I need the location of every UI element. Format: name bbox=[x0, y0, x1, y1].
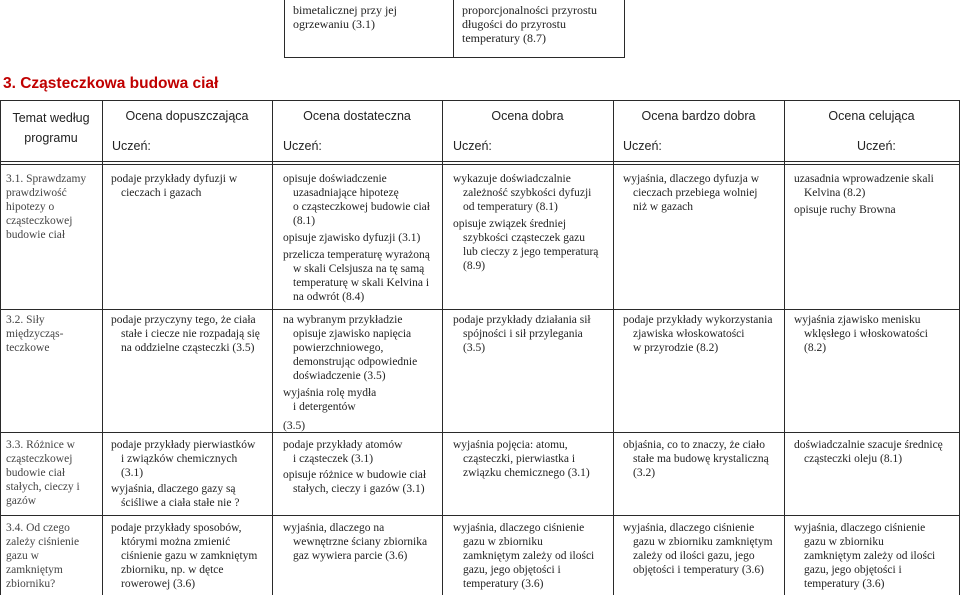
text-line: w przyrodzie (8.2) bbox=[633, 342, 719, 354]
text-line: 3.3. Różnice w bbox=[6, 439, 75, 451]
text-line: opisuje doświadczenie bbox=[283, 173, 387, 185]
text-line: wyjaśnia, dlaczego dyfuzja w bbox=[623, 173, 760, 185]
text-line: międzycząs- bbox=[6, 328, 64, 340]
header-grade-2: Ocena dostateczna bbox=[303, 109, 411, 123]
text-line: i związków chemicznych bbox=[121, 453, 238, 465]
grid-line bbox=[0, 164, 960, 165]
topic-cell bbox=[6, 172, 100, 242]
text-line: niż w gazach bbox=[633, 201, 694, 213]
requirement-cell bbox=[453, 172, 612, 273]
topic-cell bbox=[6, 313, 100, 355]
text-line: temperatury (3.6) bbox=[463, 578, 544, 590]
text-line: podaje przykłady dyfuzji w bbox=[111, 173, 238, 185]
text-line: na wybranym przykładzie bbox=[283, 314, 403, 326]
text-line: wykazuje doświadczalnie bbox=[453, 173, 571, 185]
grid-line bbox=[624, 0, 625, 58]
grid-line bbox=[453, 0, 454, 58]
text-line: podaje przykłady atomów bbox=[283, 439, 403, 451]
text-line: prawdziwość bbox=[6, 187, 67, 199]
text-line: opisuje ruchy Browna bbox=[794, 204, 896, 216]
text-line: wyjaśnia, dlaczego ciśnienie bbox=[794, 522, 926, 534]
text-line: budowie ciał bbox=[6, 467, 66, 479]
text-line: gazu w bbox=[6, 550, 39, 562]
text-line: objaśnia, co to znaczy, że ciało bbox=[623, 439, 765, 451]
text-line: doświadczenie (3.5) bbox=[293, 370, 386, 382]
grid-line bbox=[284, 0, 285, 58]
grid-line bbox=[0, 100, 1, 595]
text-line: i cząsteczek (3.1) bbox=[293, 453, 374, 465]
text-line: ciśnienie gazu w zamkniętym bbox=[121, 550, 258, 562]
requirement-cell bbox=[111, 172, 271, 200]
text-line: hipotezy o bbox=[6, 201, 55, 213]
text-line: proporcjonalności przyrostu bbox=[462, 3, 597, 17]
requirement-cell bbox=[794, 313, 958, 355]
requirement-cell bbox=[794, 438, 958, 466]
text-line: rowerowej (3.6) bbox=[121, 578, 196, 590]
grid-line bbox=[0, 515, 960, 516]
text-line: wyjaśnia, dlaczego ciśnienie bbox=[623, 522, 755, 534]
text-line: (8.9) bbox=[463, 260, 486, 272]
text-line: (8.1) bbox=[293, 215, 316, 227]
text-line: zamkniętym zależy od ilości bbox=[463, 550, 595, 562]
topic-cell bbox=[6, 521, 100, 591]
text-line: cząsteczkowej bbox=[6, 453, 73, 465]
header-grade-5: Ocena celująca bbox=[828, 109, 915, 123]
text-line: cieczach przebiega wolniej bbox=[633, 187, 758, 199]
text-line: gaz wywiera parcie (3.6) bbox=[293, 550, 408, 562]
text-line: związku chemicznego (3.1) bbox=[463, 467, 590, 479]
text-line: podaje przykłady sposobów, bbox=[111, 522, 242, 534]
text-line: temperatury (3.6) bbox=[804, 578, 885, 590]
grid-line bbox=[0, 100, 960, 101]
requirement-cell bbox=[283, 172, 441, 304]
text-line: zamkniętym zależy od ilości bbox=[804, 550, 936, 562]
text-line: ogrzewaniu (3.1) bbox=[293, 17, 375, 31]
text-line: opisuje różnice w budowie ciał bbox=[283, 469, 427, 481]
grid-line bbox=[784, 100, 785, 595]
topic-cell bbox=[6, 438, 100, 508]
header-grade-1: Ocena dopuszczająca bbox=[125, 109, 249, 123]
text-line: i detergentów bbox=[293, 401, 356, 413]
text-line: na odwrót (8.4) bbox=[293, 291, 365, 303]
student-label: Uczeń: bbox=[283, 139, 322, 153]
text-line: temperatury (8.7) bbox=[462, 31, 546, 45]
text-line: gazu w zbiorniku bbox=[463, 536, 543, 548]
text-line: zbiorniku, np. w dętce bbox=[121, 564, 224, 576]
text-line: wyjaśnia, dlaczego na bbox=[283, 522, 385, 534]
header-topic bbox=[0, 108, 102, 148]
requirement-cell bbox=[283, 521, 441, 563]
header-grade-4: Ocena bardzo dobra bbox=[641, 109, 756, 123]
text-line: powierzchniowego, bbox=[293, 342, 384, 354]
text-line: Kelvina (8.2) bbox=[804, 187, 866, 199]
text-line: gazów bbox=[6, 495, 37, 507]
student-label: Uczeń: bbox=[453, 139, 492, 153]
grid-line bbox=[0, 309, 960, 310]
requirement-cell bbox=[283, 438, 441, 496]
text-line: gazu w zbiorniku zamkniętym bbox=[633, 536, 773, 548]
text-line: gazu w zbiorniku bbox=[804, 536, 884, 548]
text-line: wyjaśnia pojęcia: atomu, bbox=[453, 439, 568, 451]
text-line: zależy od ilości gazu, jego bbox=[633, 550, 755, 562]
text-line: opisuje zjawisko napięcia bbox=[293, 328, 412, 340]
requirement-cell bbox=[453, 438, 612, 480]
text-line: podaje przyczyny tego, że ciała bbox=[111, 314, 256, 326]
text-line: stałe i ciecze nie rozpadają się bbox=[121, 328, 260, 340]
text-line: przelicza temperaturę wyrażoną bbox=[283, 249, 430, 261]
prev-table-cell bbox=[462, 3, 620, 45]
grid-line bbox=[442, 100, 443, 595]
text-line: którymi można zmienić bbox=[121, 536, 231, 548]
requirement-cell bbox=[111, 521, 271, 591]
text-line: (3.2) bbox=[633, 467, 656, 479]
section-title: 3. Cząsteczkowa budowa ciał bbox=[3, 75, 219, 92]
requirement-cell bbox=[453, 313, 612, 355]
text-line: teczkowe bbox=[6, 342, 50, 354]
text-line: zbiorniku? bbox=[6, 578, 56, 590]
text-line: cieczach i gazach bbox=[121, 187, 202, 199]
text-line: objętości i temperatury (3.6) bbox=[633, 564, 764, 576]
text-line: opisuje związek średniej bbox=[453, 218, 567, 230]
grid-line bbox=[272, 100, 273, 595]
header-text: programu bbox=[24, 131, 78, 145]
text-line: (8.2) bbox=[804, 342, 827, 354]
grid-line bbox=[0, 161, 960, 162]
text-line: demonstrując odpowiednie bbox=[293, 356, 418, 368]
text-line: stałe ma budowę krystaliczną bbox=[633, 453, 769, 465]
text-line: (3.5) bbox=[283, 420, 306, 432]
grid-line bbox=[284, 57, 625, 58]
text-line: uzasadniające hipotezę bbox=[293, 187, 399, 199]
text-line: temperaturę w skali Kelvina i bbox=[293, 277, 430, 289]
text-line: podaje przykłady pierwiastków bbox=[111, 439, 256, 451]
text-line: szybkości cząsteczek gazu bbox=[463, 232, 585, 244]
text-line: w skali Celsjusza na tę samą bbox=[293, 263, 425, 275]
text-line: cząsteczki, pierwiastka i bbox=[463, 453, 576, 465]
text-line: (3.5) bbox=[463, 342, 486, 354]
text-line: cząsteczki oleju (8.1) bbox=[804, 453, 903, 465]
header-text: Temat według bbox=[12, 111, 90, 125]
text-line: wyjaśnia, dlaczego ciśnienie bbox=[453, 522, 585, 534]
text-line: gazu, jego objętości i bbox=[463, 564, 561, 576]
grid-line bbox=[102, 100, 103, 595]
text-line: cząsteczkowej bbox=[6, 215, 73, 227]
text-line: 3.4. Od czego bbox=[6, 522, 70, 534]
text-line: 3.1. Sprawdzamy bbox=[6, 173, 87, 185]
requirement-cell bbox=[111, 438, 271, 510]
text-line: zamkniętym bbox=[6, 564, 63, 576]
requirement-cell bbox=[111, 313, 271, 355]
text-line: o cząsteczkowej budowie ciał bbox=[293, 201, 430, 213]
requirement-cell bbox=[453, 521, 612, 591]
text-line: na oddzielne cząsteczki (3.5) bbox=[121, 342, 255, 354]
text-line: uzasadnia wprowadzenie skali bbox=[794, 173, 934, 185]
requirement-cell bbox=[794, 521, 958, 591]
grid-line bbox=[0, 432, 960, 433]
text-line: budowie ciał bbox=[6, 229, 66, 241]
text-line: wyjaśnia zjawisko menisku bbox=[794, 314, 921, 326]
requirement-cell bbox=[623, 172, 783, 214]
student-label: Uczeń: bbox=[112, 139, 151, 153]
text-line: lub cieczy z jego temperaturą bbox=[463, 246, 599, 258]
text-line: zależy ciśnienie bbox=[6, 536, 80, 548]
student-label: Uczeń: bbox=[623, 139, 662, 153]
text-line: doświadczalnie szacuje średnicę bbox=[794, 439, 943, 451]
text-line: stałych, cieczy i gazów (3.1) bbox=[293, 483, 425, 495]
text-line: długości do przyrostu bbox=[462, 17, 566, 31]
text-line: spójności i sił przylegania bbox=[463, 328, 583, 340]
text-line: wyjaśnia, dlaczego gazy są bbox=[111, 483, 236, 495]
text-line: ściśliwe a ciała stałe nie ? bbox=[121, 497, 240, 509]
text-line: bimetalicznej przy jej bbox=[293, 3, 397, 17]
text-line: stałych, cieczy i bbox=[6, 481, 80, 493]
grid-line bbox=[613, 100, 614, 595]
requirement-cell bbox=[623, 521, 783, 577]
requirement-cell bbox=[623, 313, 783, 355]
text-line: zależność szybkości dyfuzji bbox=[463, 187, 592, 199]
header-grade-3: Ocena dobra bbox=[491, 109, 564, 123]
prev-table-cell bbox=[293, 3, 448, 31]
text-line: podaje przykłady działania sił bbox=[453, 314, 591, 326]
text-line: od temperatury (8.1) bbox=[463, 201, 558, 213]
student-label: Uczeń: bbox=[857, 139, 896, 153]
text-line: gazu, jego objętości i bbox=[804, 564, 902, 576]
requirement-cell bbox=[283, 313, 441, 433]
text-line: zjawiska włoskowatości bbox=[633, 328, 745, 340]
text-line: wklęsłego i włoskowatości bbox=[804, 328, 928, 340]
requirement-cell bbox=[794, 172, 958, 217]
text-line: wyjaśnia rolę mydła bbox=[283, 387, 377, 399]
text-line: opisuje zjawisko dyfuzji (3.1) bbox=[283, 232, 421, 244]
text-line: (3.1) bbox=[121, 467, 144, 479]
requirement-cell bbox=[623, 438, 783, 480]
text-line: 3.2. Siły bbox=[6, 314, 45, 326]
text-line: wewnętrzne ściany zbiornika bbox=[293, 536, 428, 548]
text-line: podaje przykłady wykorzystania bbox=[623, 314, 773, 326]
